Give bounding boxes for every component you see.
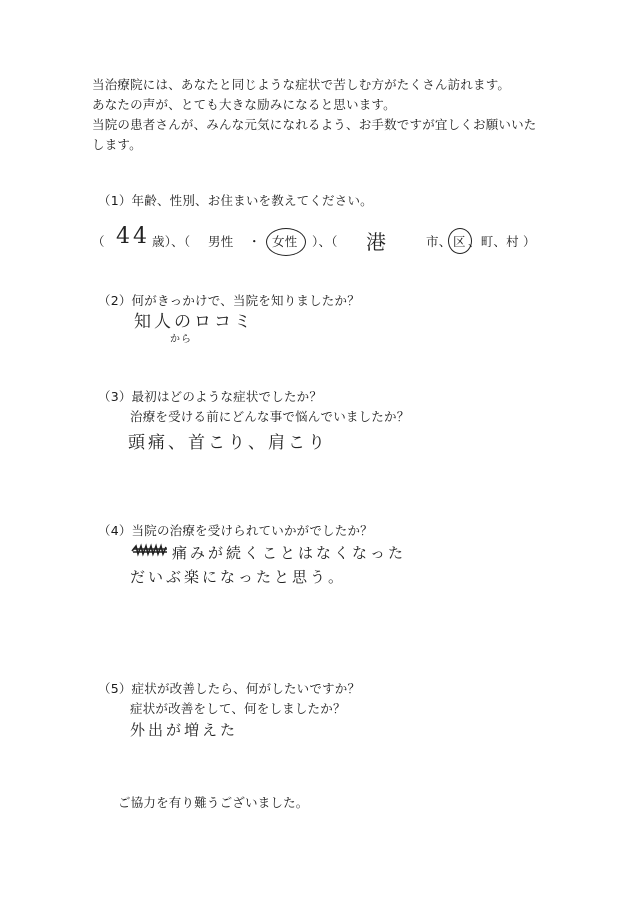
q1-open-paren: （ (92, 234, 105, 249)
q5-question-1: （5）症状が改善したら、何がしたいですか？ (98, 681, 361, 696)
closing-thanks: ご協力を有り難うございました。 (118, 795, 309, 810)
q1-separator: ・ (248, 234, 261, 249)
q4-answer-line-1: 痛みが続くことはなくなった (172, 544, 407, 562)
q1-ward-option: 区 (453, 234, 466, 249)
q1-place-handwritten: 港 (366, 230, 389, 254)
intro-line-2: あなたの声が、とても大きな励みになると思います。 (92, 97, 396, 112)
q1-female-option: 女性 (272, 234, 298, 249)
q1-question: （1）年齢、性別、お住まいを教えてください。 (98, 193, 373, 208)
q3-answer-handwritten: 頭痛、首こり、肩こり (128, 433, 328, 453)
q1-age-suffix: 歳）、（ (152, 234, 191, 249)
q3-question-2: 治療を受ける前にどんな事で悩んでいましたか？ (130, 409, 410, 424)
q3-question-1: （3）最初はどのような症状でしたか？ (98, 389, 323, 404)
intro-line-4: します。 (92, 137, 142, 152)
q2-answer-note: から (170, 334, 192, 345)
q1-rest-options: 、町、村 ） (468, 234, 536, 249)
intro-line-3: 当院の患者さんが、みんな元気になれるよう、お手数ですが宜しくお願いいた (92, 117, 537, 132)
q5-question-2: 症状が改善をして、何をしましたか？ (130, 701, 346, 716)
q2-answer-handwritten: 知人のロコミ (134, 312, 254, 332)
q2-question: （2）何がきっかけで、当院を知りましたか？ (98, 293, 360, 308)
q1-city-option: 市、 (426, 234, 452, 249)
q1-female-circle (266, 228, 306, 256)
q1-close-paren: ）、（ (312, 234, 338, 249)
q4-answer-line-2: だいぶ楽になったと思う。 (130, 568, 347, 586)
q1-age-handwritten: 44 (116, 224, 150, 249)
q5-answer-handwritten: 外出が増えた (130, 721, 239, 739)
q1-male-option: 男性 (208, 234, 234, 249)
q4-question: （4）当院の治療を受けられていかがでしたか？ (98, 523, 373, 538)
scribbled-out-text (130, 541, 170, 561)
intro-line-1: 当治療院には、あなたと同じような症状で苦しむ方がたくさん訪れます。 (92, 77, 511, 92)
